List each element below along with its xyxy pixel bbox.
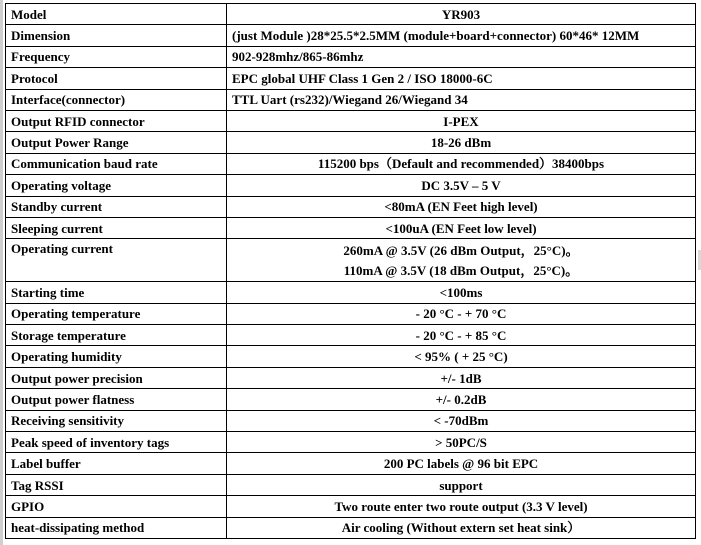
row-key: Protocol bbox=[6, 68, 227, 89]
table-row bbox=[6, 25, 696, 46]
row-key: Operating current bbox=[6, 239, 227, 282]
row-value: Two route enter two route output (3.3 V level) bbox=[227, 496, 696, 517]
table-row bbox=[6, 453, 696, 474]
row-key: Peak speed of inventory tags bbox=[6, 432, 227, 453]
row-key: Model bbox=[6, 4, 227, 25]
row-value: - 20 °C - + 85 °C bbox=[227, 325, 696, 346]
table-row bbox=[6, 153, 696, 174]
row-key: Storage temperature bbox=[6, 325, 227, 346]
table-row bbox=[6, 68, 696, 89]
row-value: +/- 1dB bbox=[227, 367, 696, 388]
row-key: Operating voltage bbox=[6, 175, 227, 196]
table-row bbox=[6, 110, 696, 131]
spec-table-container bbox=[5, 3, 696, 539]
row-value: EPC global UHF Class 1 Gen 2 / ISO 18000-6C bbox=[227, 68, 696, 89]
table-row bbox=[6, 432, 696, 453]
row-value-line-1: 260mA @ 3.5V (26 dBm Output，25°C)。 bbox=[343, 243, 579, 259]
row-key: Output power flatness bbox=[6, 389, 227, 410]
row-value: TTL Uart (rs232)/Wiegand 26/Wiegand 34 bbox=[227, 89, 696, 110]
table-row bbox=[6, 89, 696, 110]
table-row bbox=[6, 346, 696, 367]
row-key: Output power precision bbox=[6, 367, 227, 388]
table-row bbox=[6, 367, 696, 388]
row-value: YR903 bbox=[227, 4, 696, 25]
table-row bbox=[6, 303, 696, 324]
table-row bbox=[6, 325, 696, 346]
row-key: Tag RSSI bbox=[6, 474, 227, 495]
row-value: support bbox=[227, 474, 696, 495]
table-row bbox=[6, 175, 696, 196]
row-value: DC 3.5V – 5 V bbox=[227, 175, 696, 196]
table-row bbox=[6, 217, 696, 238]
row-key: Sleeping current bbox=[6, 217, 227, 238]
row-key: Starting time bbox=[6, 282, 227, 303]
row-value: > 50PC/S bbox=[227, 432, 696, 453]
row-value: I-PEX bbox=[227, 110, 696, 131]
row-value: <80mA (EN Feet high level) bbox=[227, 196, 696, 217]
table-row bbox=[6, 496, 696, 517]
row-value: 200 PC labels @ 96 bit EPC bbox=[227, 453, 696, 474]
row-value: 115200 bps（Default and recommended）38400bps bbox=[227, 153, 696, 174]
row-key: Output Power Range bbox=[6, 132, 227, 153]
row-value: <100uA (EN Feet low level) bbox=[227, 217, 696, 238]
row-key: Interface(connector) bbox=[6, 89, 227, 110]
table-row bbox=[6, 282, 696, 303]
row-key: GPIO bbox=[6, 496, 227, 517]
row-value: (just Module )28*25.5*2.5MM (module+board+connector) 60*46* 12MM bbox=[227, 25, 696, 46]
table-row bbox=[6, 517, 696, 538]
row-key: Dimension bbox=[6, 25, 227, 46]
table-row bbox=[6, 4, 696, 25]
row-value bbox=[227, 239, 696, 282]
left-edge-strip bbox=[0, 0, 3, 545]
table-row bbox=[6, 389, 696, 410]
row-value: 902-928mhz/865-86mhz bbox=[227, 46, 696, 67]
row-key: Output RFID connector bbox=[6, 110, 227, 131]
row-key: Operating temperature bbox=[6, 303, 227, 324]
row-value: < 95% ( + 25 °C) bbox=[227, 346, 696, 367]
table-row bbox=[6, 474, 696, 495]
table-row bbox=[6, 132, 696, 153]
row-value: +/- 0.2dB bbox=[227, 389, 696, 410]
table-row bbox=[6, 410, 696, 431]
row-key: Operating humidity bbox=[6, 346, 227, 367]
row-value: Air cooling (Without extern set heat sink） bbox=[227, 517, 696, 538]
row-key: Standby current bbox=[6, 196, 227, 217]
table-row bbox=[6, 196, 696, 217]
row-key: Frequency bbox=[6, 46, 227, 67]
row-key: Receiving sensitivity bbox=[6, 410, 227, 431]
table-row bbox=[6, 46, 696, 67]
row-value: 18-26 dBm bbox=[227, 132, 696, 153]
row-key: Communication baud rate bbox=[6, 153, 227, 174]
spec-table bbox=[5, 3, 696, 539]
table-row bbox=[6, 239, 696, 282]
row-value: - 20 °C - + 70 °C bbox=[227, 303, 696, 324]
row-value-line-2: 110mA @ 3.5V (18 dBm Output，25°C)。 bbox=[343, 263, 579, 279]
row-key: Label buffer bbox=[6, 453, 227, 474]
row-value: <100ms bbox=[227, 282, 696, 303]
row-value: < -70dBm bbox=[227, 410, 696, 431]
row-key: heat-dissipating method bbox=[6, 517, 227, 538]
